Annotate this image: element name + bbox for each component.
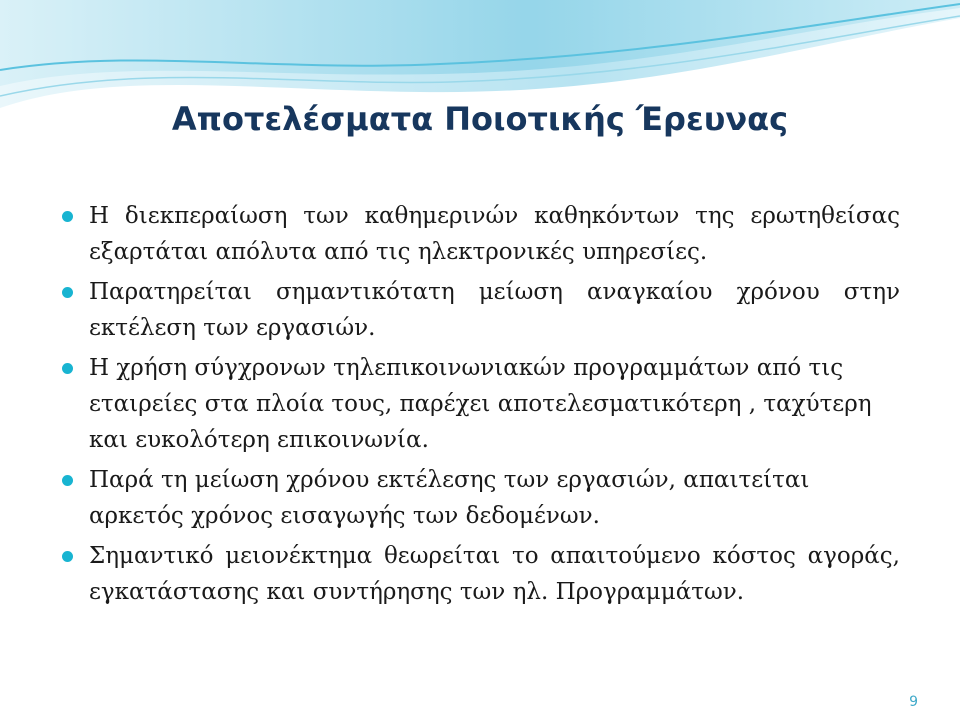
bullet-text: Παρατηρείται σημαντικότατη μείωση αναγκαίου χρόνου στην εκτέλεση των εργασιών. [89, 279, 900, 341]
bullet-text: Παρά τη μείωση χρόνου εκτέλεσης των εργασιών, απαιτείται αρκετός χρόνος εισαγωγής των δεδομένων. [89, 467, 810, 529]
bullet-dot-icon [62, 475, 73, 486]
bullet-item [62, 350, 900, 458]
bullet-dot-icon [62, 363, 73, 374]
bullet-text: Η χρήση σύγχρονων τηλεπικοινωνιακών προγραμμάτων από τις εταιρείες στα πλοία τους, παρέχει αποτελεσματικότερη , ταχύτερη και ευκολότερη επικοινωνία. [89, 355, 872, 453]
bullet-list [62, 198, 900, 614]
bullet-dot-icon [62, 287, 73, 298]
bullet-item [62, 462, 900, 534]
bullet-text: Η διεκπεραίωση των καθημερινών καθηκόντων της ερωτηθείσας εξαρτάται απόλυτα από τις ηλεκτρονικές υπηρεσίες. [89, 203, 900, 265]
bullet-dot-icon [62, 211, 73, 222]
bullet-item [62, 274, 900, 346]
bullet-item [62, 538, 900, 610]
bullet-text: Σημαντικό μειονέκτημα θεωρείται το απαιτούμενο κόστος αγοράς, εγκατάστασης και συντήρησης των ηλ. Προγραμμάτων. [89, 543, 900, 605]
bullet-dot-icon [62, 551, 73, 562]
page-number: 9 [909, 694, 918, 710]
bullet-item [62, 198, 900, 270]
slide-title: Αποτελέσματα Ποιοτικής Έρευνας [171, 100, 789, 138]
